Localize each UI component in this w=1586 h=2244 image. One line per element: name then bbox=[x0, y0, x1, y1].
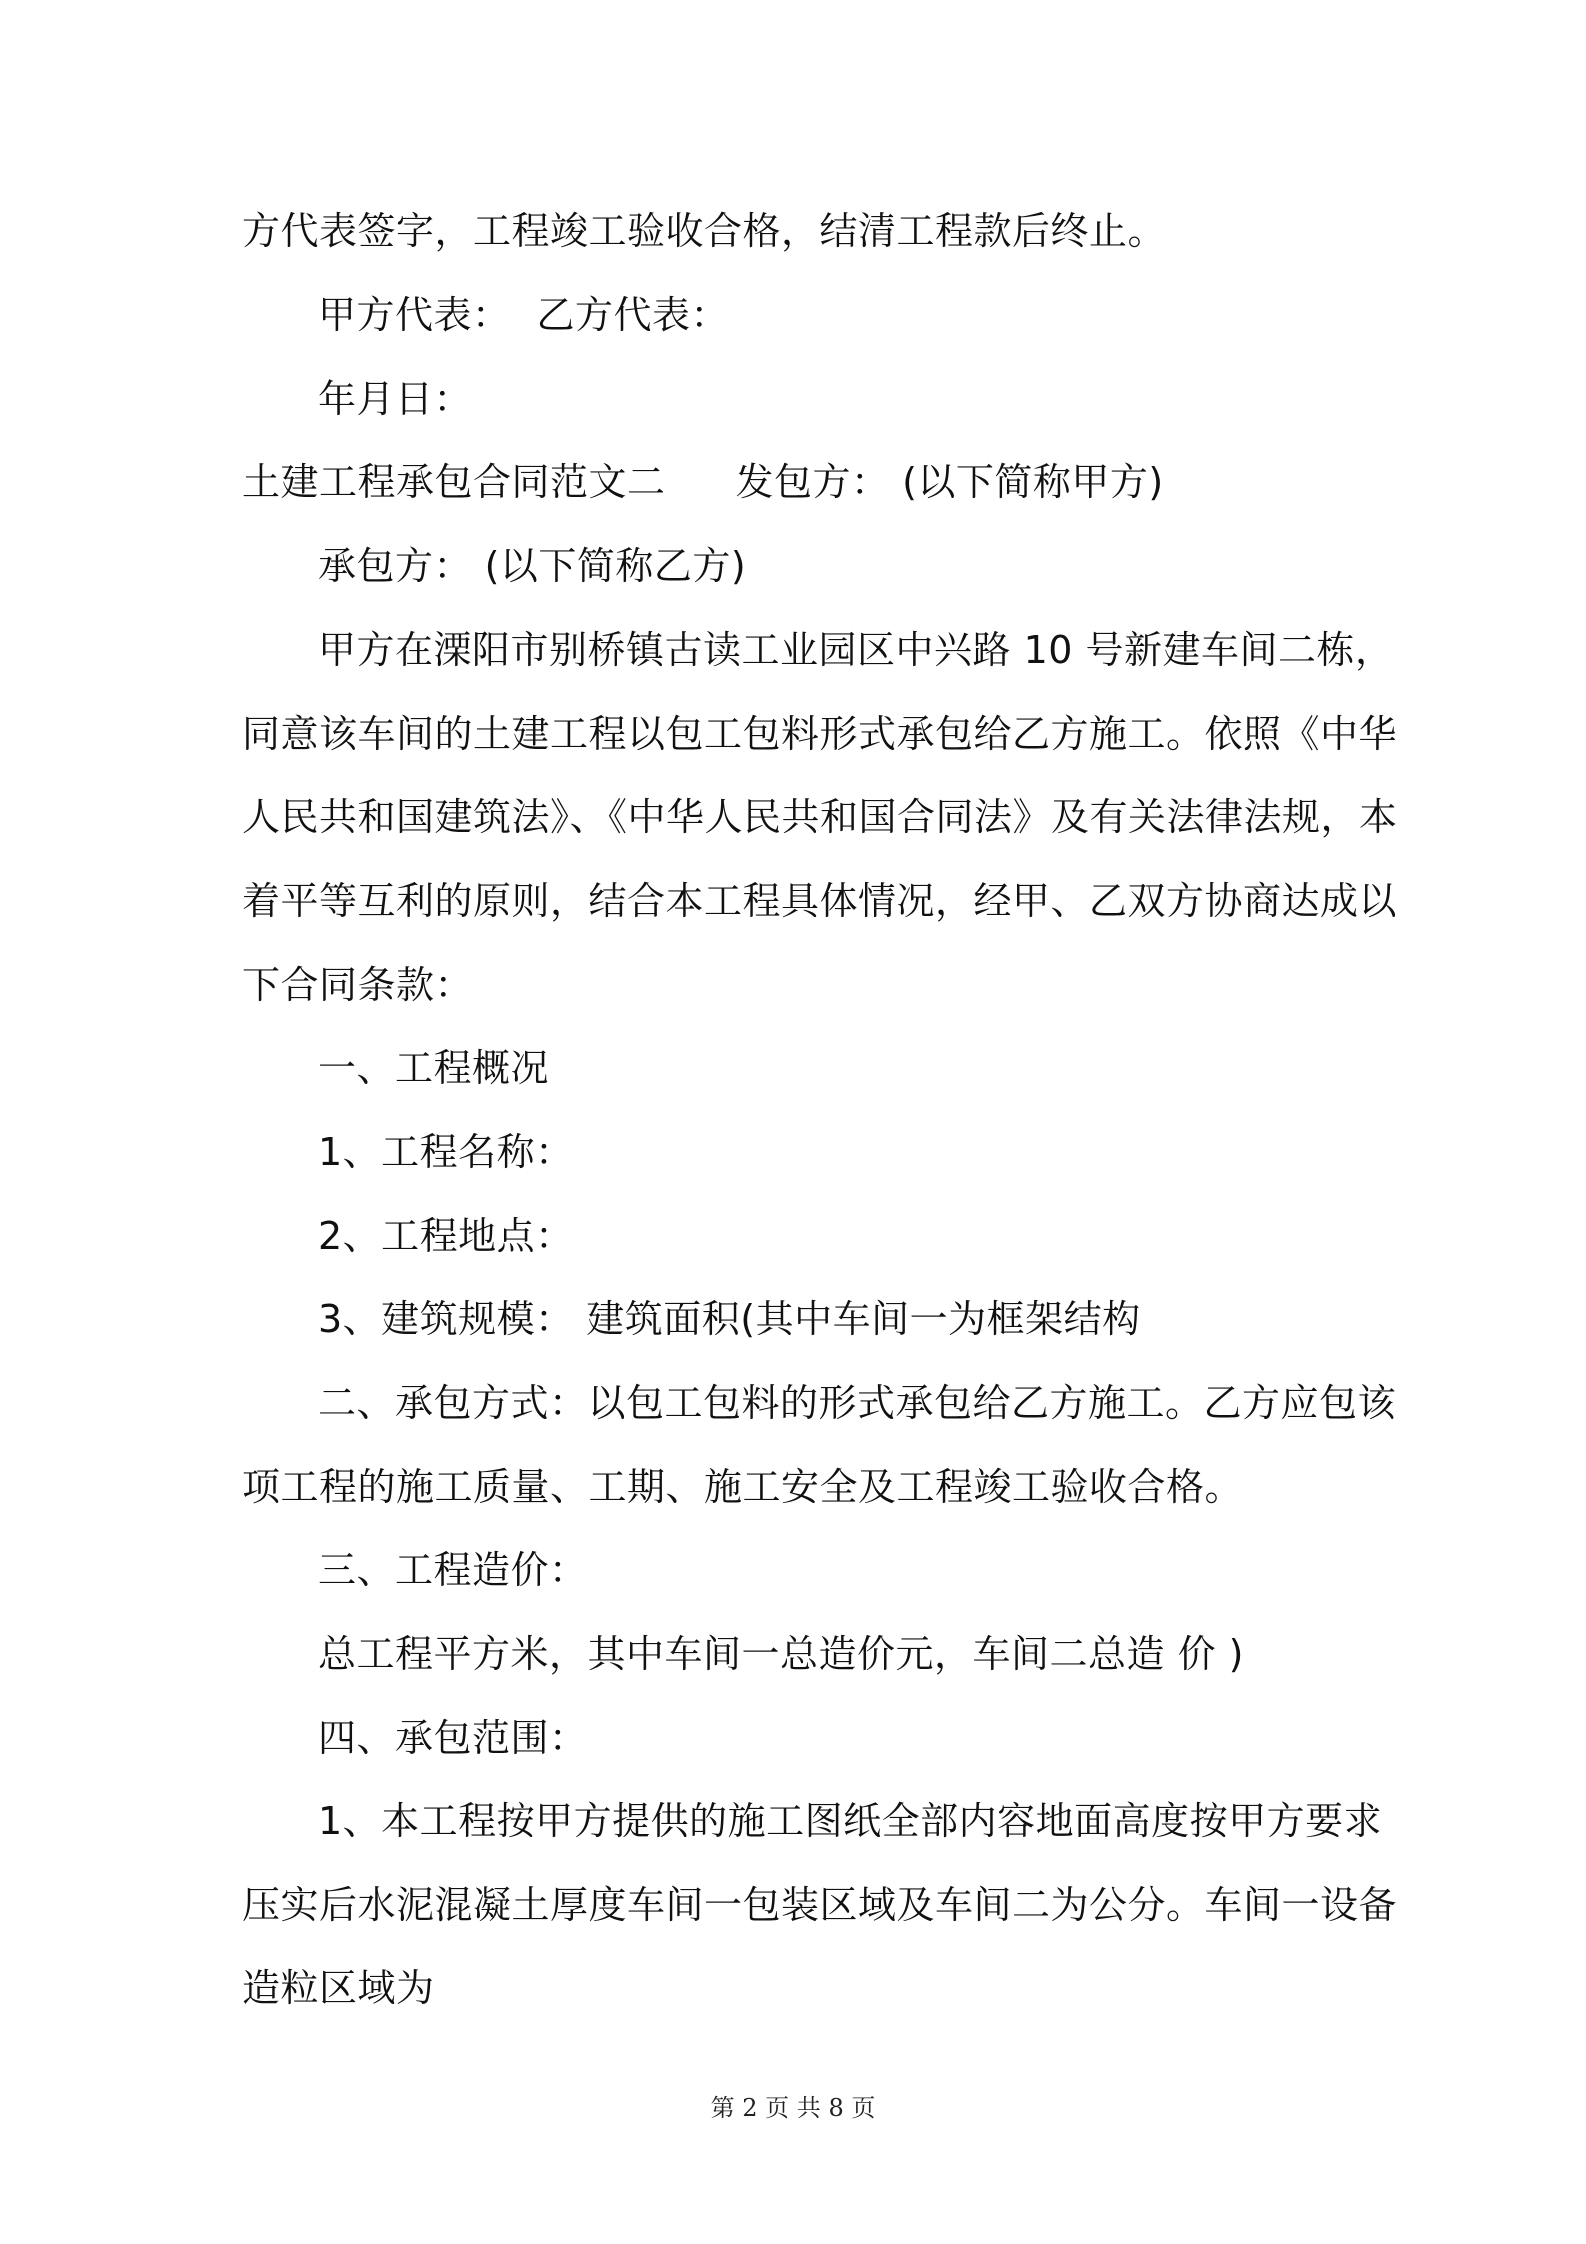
text-line: 造粒区域为 bbox=[242, 1966, 435, 2010]
contractor-line: 承包方： (以下简称乙方) bbox=[318, 544, 747, 588]
section-heading: 三、工程造价： bbox=[318, 1548, 588, 1592]
issuer-line: 发包方： (以下简称甲方) bbox=[735, 460, 1164, 504]
section-heading: 一、工程概况 bbox=[318, 1046, 550, 1090]
party-b-representative: 乙方代表： bbox=[536, 293, 730, 337]
text-line: 3、建筑规模： 建筑面积(其中车间一为框架结构 bbox=[318, 1297, 1141, 1341]
section-heading: 二、承包方式：以包工包料的形式承包给乙方施工。乙方应包该 bbox=[318, 1381, 1397, 1425]
text-line: 1、工程名称： bbox=[318, 1130, 574, 1174]
text-line: 甲方在溧阳市别桥镇古读工业园区中兴路 10 号新建车间二栋， bbox=[318, 628, 1394, 672]
text-line: 1、本工程按甲方提供的施工图纸全部内容地面高度按甲方要求 bbox=[318, 1799, 1383, 1843]
text-line: 压实后水泥混凝土厚度车间一包装区域及车间二为公分。车间一设备 bbox=[242, 1883, 1398, 1927]
contract-title: 土建工程承包合同范文二 bbox=[242, 460, 666, 504]
text-line: 方代表签字，工程竣工验收合格，结清工程款后终止。 bbox=[242, 209, 1167, 253]
text-line: 总工程平方米，其中车间一总造价元，车间二总造 价 ) bbox=[318, 1632, 1244, 1676]
contract-title-line bbox=[242, 458, 1164, 506]
representatives-line bbox=[318, 291, 729, 339]
text-line: 着平等互利的原则，结合本工程具体情况，经甲、乙双方协商达成以 bbox=[242, 879, 1398, 923]
party-a-representative: 甲方代表： bbox=[318, 293, 511, 337]
text-line: 2、工程地点： bbox=[318, 1214, 574, 1258]
text-line: 项工程的施工质量、工期、施工安全及工程竣工验收合格。 bbox=[242, 1465, 1244, 1509]
date-line: 年月日： bbox=[318, 377, 473, 421]
text-line: 人民共和国建筑法》、《中华人民共和国合同法》及有关法律法规，本 bbox=[242, 795, 1398, 839]
text-line: 下合同条款： bbox=[242, 963, 474, 1007]
section-heading: 四、承包范围： bbox=[318, 1716, 588, 1760]
page-number-footer: 第 2 页 共 8 页 bbox=[710, 2094, 876, 2122]
text-line: 同意该车间的土建工程以包工包料形式承包给乙方施工。依照《中华 bbox=[242, 712, 1398, 756]
